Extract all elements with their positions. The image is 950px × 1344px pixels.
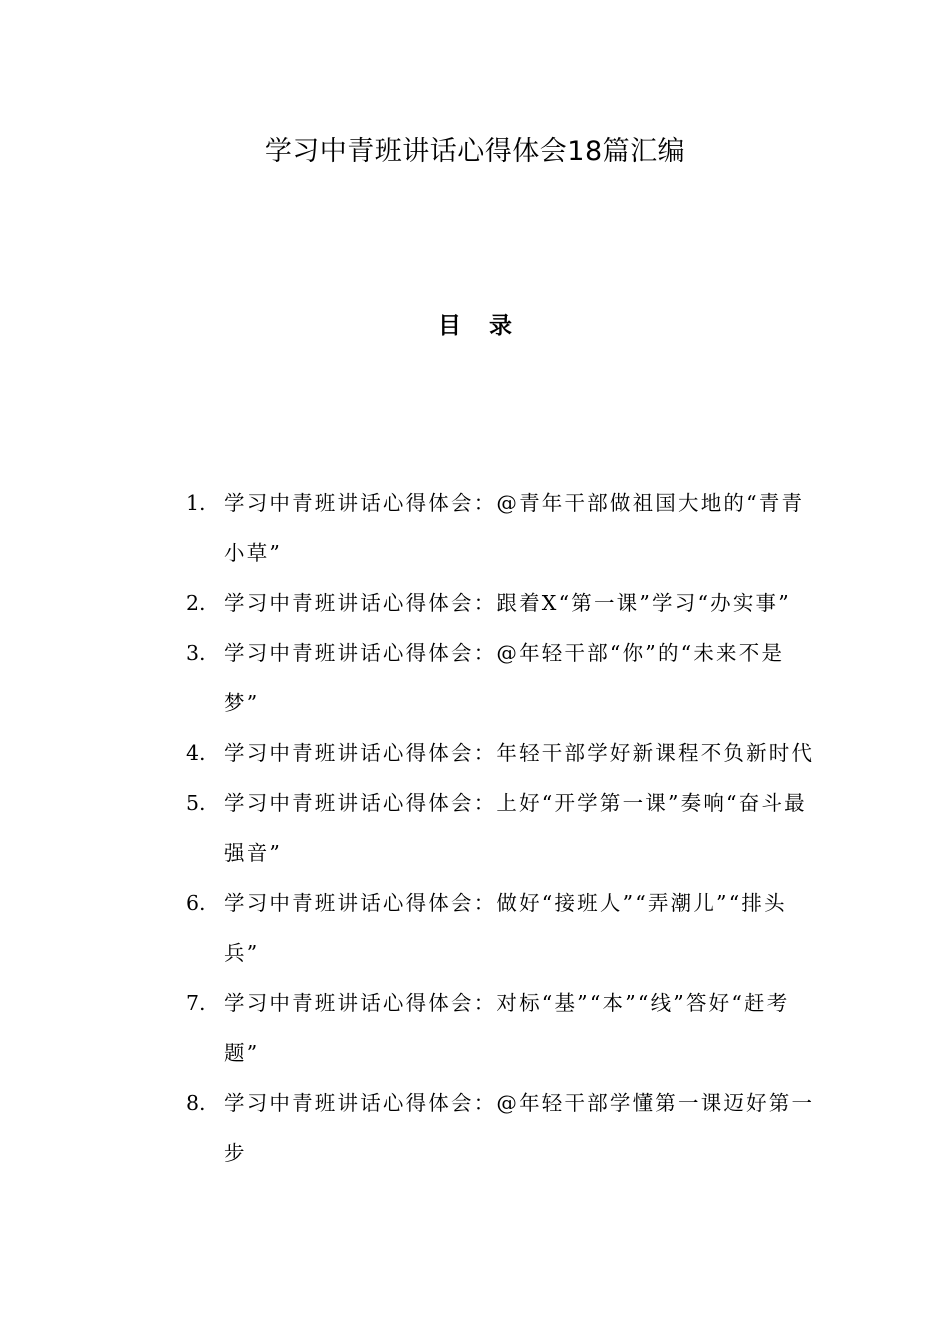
- document-title: 学习中青班讲话心得体会18篇汇编: [264, 136, 686, 167]
- toc-item-number: 4.: [186, 741, 206, 765]
- toc-item-title: 学习中青班讲话心得体会：@年轻干部“你”的“未来不是梦”: [224, 641, 785, 715]
- toc-item-number: 5.: [186, 791, 206, 815]
- toc-item: [186, 1078, 816, 1178]
- toc-item-number: 7.: [186, 991, 206, 1015]
- toc-item-number: 1.: [186, 491, 206, 515]
- toc-item: [186, 978, 816, 1078]
- toc-item: [186, 578, 816, 628]
- toc-item: [186, 878, 816, 978]
- toc-item-number: 2.: [186, 591, 206, 615]
- toc-item: [186, 628, 816, 728]
- table-of-contents: [186, 478, 816, 1178]
- toc-item-title: 学习中青班讲话心得体会：对标“基”“本”“线”答好“赶考题”: [224, 991, 790, 1065]
- toc-item: [186, 778, 816, 878]
- toc-item-number: 8.: [186, 1091, 206, 1115]
- toc-item-title: 学习中青班讲话心得体会：@青年干部做祖国大地的“青青小草”: [224, 491, 805, 565]
- toc-item-title: 学习中青班讲话心得体会：@年轻干部学懂第一课迈好第一步: [224, 1091, 815, 1165]
- toc-item: [186, 728, 816, 778]
- toc-item-title: 学习中青班讲话心得体会：上好“开学第一课”奏响“奋斗最强音”: [224, 791, 807, 865]
- toc-item: [186, 478, 816, 578]
- toc-item-title: 学习中青班讲话心得体会：跟着X“第一课”学习“办实事”: [224, 591, 791, 615]
- toc-item-title: 学习中青班讲话心得体会：年轻干部学好新课程不负新时代: [224, 741, 815, 765]
- toc-heading: 目录: [438, 313, 540, 339]
- toc-item-number: 3.: [186, 641, 206, 665]
- toc-item-title: 学习中青班讲话心得体会：做好“接班人”“弄潮儿”“排头兵”: [224, 891, 787, 965]
- toc-item-number: 6.: [186, 891, 206, 915]
